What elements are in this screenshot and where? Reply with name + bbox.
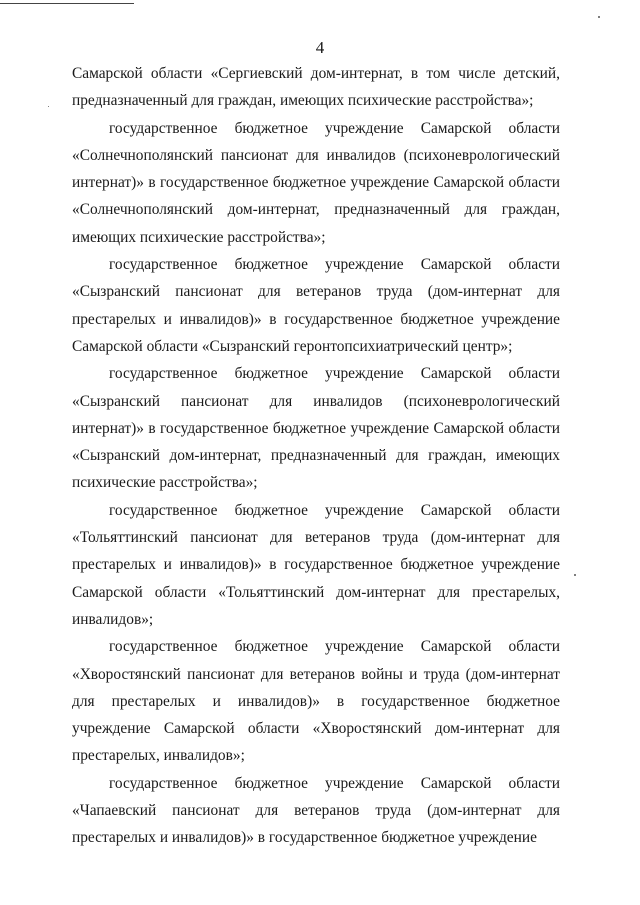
paragraph-syzran-veterans: государственное бюджетное учреждение Самарской области «Сызранский пансионат для ветеранов труда (дом-интернат для престарелых и инвалидов)» в государственное бюджетное учреждение Самарской области «Сызранский геронтопсихиатрический центр»;	[72, 256, 560, 355]
scan-speck	[574, 574, 576, 576]
paragraph-chapaevsky: государственное бюджетное учреждение Самарской области «Чапаевский пансионат для ветеранов труда (дом-интернат для престарелых и инвалидов)» в государственное бюджетное учреждение	[72, 774, 560, 847]
paragraph-solnechnopolyansky: государственное бюджетное учреждение Самарской области «Солнечнополянский пансионат для инвалидов (психоневрологический интернат)» в государственное бюджетное учреждение Самарской области «Солнечнополянский дом-интернат, предназначенный для граждан, имеющих психические расстройства»;	[72, 119, 560, 246]
scan-speck	[48, 106, 49, 107]
paragraph-tolyatti: государственное бюджетное учреждение Самарской области «Тольяттинский пансионат для ветеранов труда (дом-интернат для престарелых и инвалидов)» в государственное бюджетное учреждение Самарской области «Тольяттинский дом-интернат для престарелых, инвалидов»;	[72, 501, 560, 628]
scan-speck	[598, 16, 600, 18]
paragraph-syzran-disabled: государственное бюджетное учреждение Самарской области «Сызранский пансионат для инвалидов (психоневрологический интернат)» в государственное бюджетное учреждение Самарской области «Сызранский дом-интернат, предназначенный для граждан, имеющих психические расстройства»;	[72, 365, 560, 492]
top-edge-rule	[0, 3, 134, 4]
document-body	[72, 60, 560, 852]
page-number: 4	[315, 38, 325, 57]
paragraph-khvorostyansky: государственное бюджетное учреждение Самарской области «Хворостянский пансионат для ветеранов войны и труда (дом-интернат для престарелых и инвалидов)» в государственное бюджетное учреждение Самарской области «Хворостянский дом-интернат для престарелых, инвалидов»;	[72, 638, 560, 765]
paragraph-continuation: Самарской области «Сергиевский дом-интернат, в том числе детский, предназначенный для граждан, имеющих психические расстройства»;	[72, 65, 560, 110]
